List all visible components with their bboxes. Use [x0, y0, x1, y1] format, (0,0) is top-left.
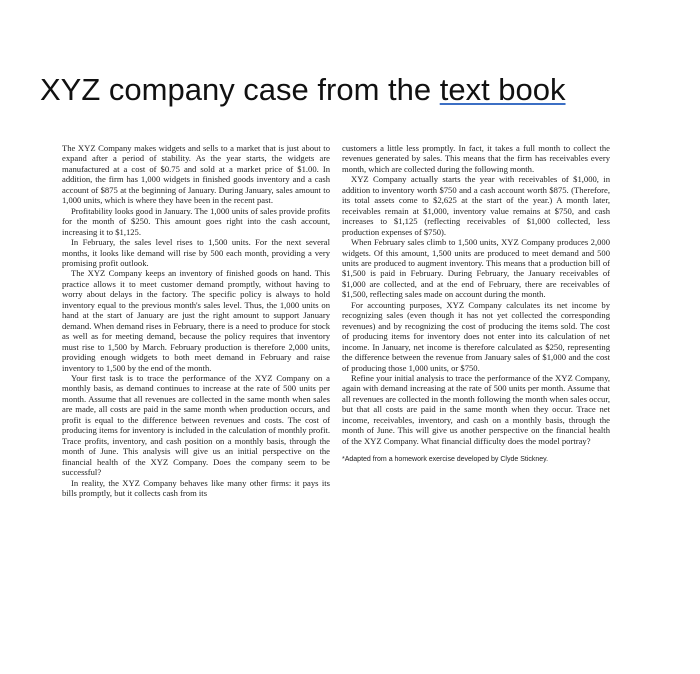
paragraph: XYZ Company actually starts the year with receivables of $1,000, in addition to inventory worth $750 and a cash account worth $875. (Therefore, its total assets come to $2,625 at the start of the year.) A month later, receivables remain at $1,000, inventory value remains at $750, and cash increases to $1,125 (reflecting receivables of $1,000 collected, less production expenses of $750). — [342, 174, 610, 237]
paragraph: In reality, the XYZ Company behaves like many other firms: it pays its bills promptly, but it collects cash from its — [62, 477, 330, 498]
paragraph: customers a little less promptly. In fact, it takes a full month to collect the revenues generated by sales. This means that the firm has receivables every month, which are collected during the following month. — [342, 143, 610, 174]
paragraph: The XYZ Company makes widgets and sells to a market that is just about to expand after a period of stability. As the year starts, the widgets are manufactured at a cost of $0.75 and sold at a market price of $1.00. In addition, the firm has 1,000 widgets in finished goods inventory and a cash account of $875 at the beginning of January. During January, sales amount to 1,000 units, which is where they have been in the recent past. — [62, 143, 330, 206]
left-column — [62, 143, 330, 498]
slide-title — [40, 70, 566, 110]
paragraph: When February sales climb to 1,500 units, XYZ Company produces 2,000 widgets. Of this amount, 1,500 units are produced to meet demand and 500 units are produced to augment inventory. This means that a production bill of $1,500 is paid in February. During February, the January receivables of $1,000 are collected, and at the end of February, there are receivables of $1,500, reflecting sales made on account during the month. — [342, 237, 610, 300]
paragraph: Your first task is to trace the performance of the XYZ Company on a monthly basis, as demand continues to increase at the rate of 500 units per month. Assume that all revenues are collected in the same month when sales are made, all costs are paid in the same month when production occurs, and profit is equal to the difference between revenues and costs. The cost of producing items for inventory is included in the calculation of monthly profit. Trace profits, inventory, and cash position on a monthly basis, through the month of June. This analysis will give us an initial perspective on the financial health of the XYZ Company. Does the company seem to be successful? — [62, 372, 330, 478]
paragraph: For accounting purposes, XYZ Company calculates its net income by recognizing sales (even though it has not yet collected the corresponding revenues) and by recognizing the cost of producing the items sold. The cost of producing items for inventory does not enter into its calculation of net income. In January, net income is therefore calculated as $250, representing the difference between the revenue from January sales of $1,000 and the cost of producing those 1,000 units, or $750. — [342, 299, 610, 373]
right-column — [342, 143, 610, 498]
paragraph: Refine your initial analysis to trace the performance of the XYZ Company, again with demand increasing at the rate of 500 units per month. Assume that all revenues are collected in the month following the month when sales occur, but that all costs are paid in the same month when they occur. Trace net income, receivables, inventory, and cash on a monthly basis, through the month of June. This will give us another perspective on the financial health of the XYZ Company. What financial difficulty does the model portray? — [342, 372, 610, 446]
textbook-page — [62, 143, 610, 498]
footnote: *Adapted from a homework exercise developed by Clyde Stickney. — [342, 456, 549, 464]
paragraph: Profitability looks good in January. The 1,000 units of sales provide profits for the month of $250. This amount goes right into the cash account, increasing it to $1,125. — [62, 205, 330, 237]
text-book-link[interactable]: text book — [439, 72, 566, 107]
slide-title-prefix: XYZ company case from the — [40, 72, 440, 107]
paragraph: The XYZ Company keeps an inventory of finished goods on hand. This practice allows it to meet customer demand promptly, without having to worry about delays in the factory. The specific policy is always to hold inventory equal to the previous month's sales level. Thus, the 1,000 units on hand at the start of January are just the right amount to support January demand. When demand rises in February, there is a need to produce for stock as well as for meeting demand, because the policy requires that inventory must rise to 1,500 by March. February production is therefore 2,000 units, providing enough widgets to both meet demand in February and raise inventory to 1,500 by the end of the month. — [62, 268, 330, 373]
paragraph: In February, the sales level rises to 1,500 units. For the next several months, it looks like demand will rise by 500 each month, providing a very promising profit outlook. — [62, 237, 330, 268]
